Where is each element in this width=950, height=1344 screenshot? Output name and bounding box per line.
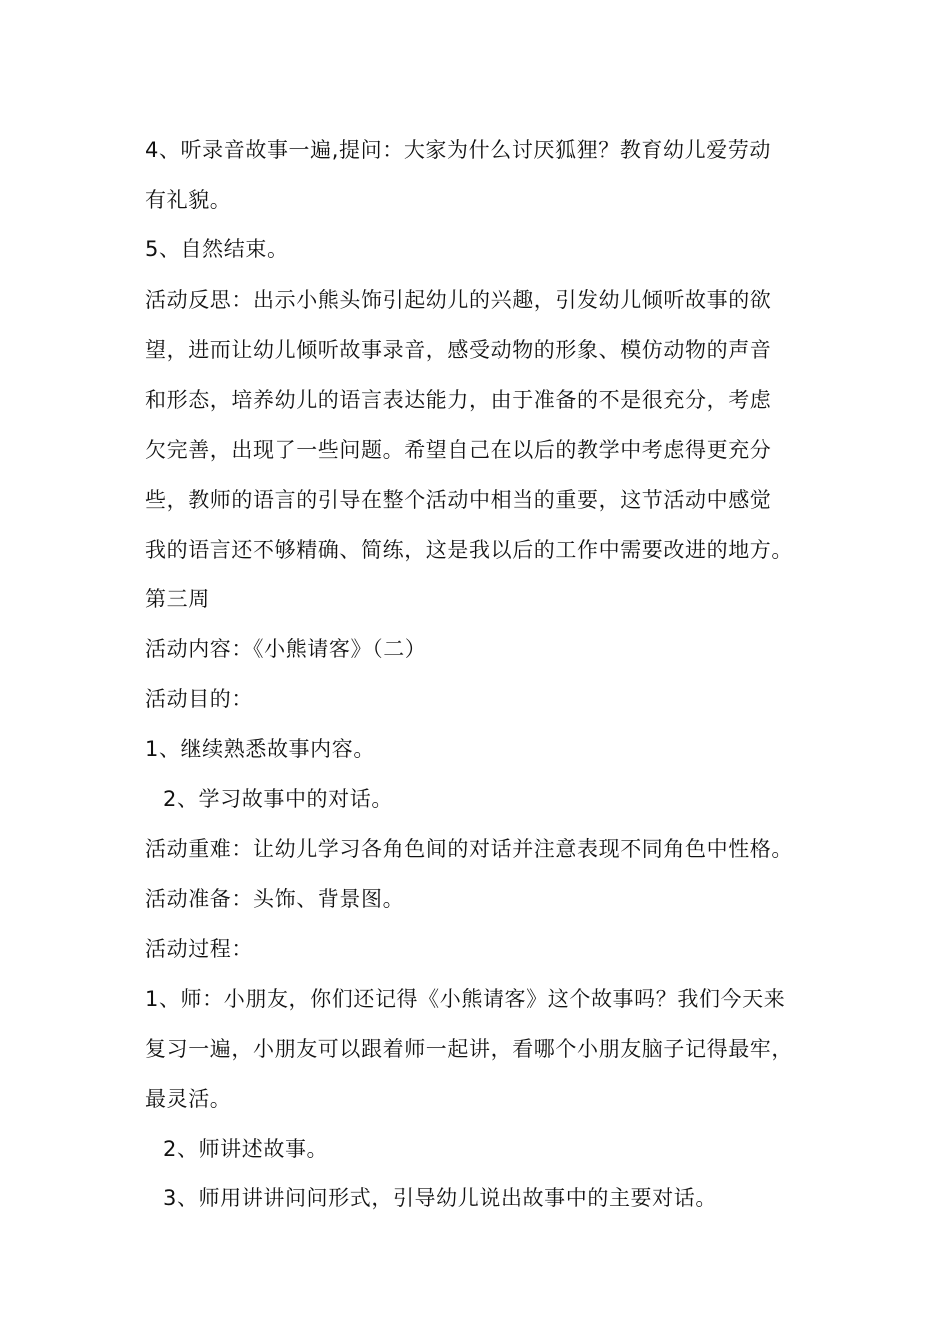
text-line: 活动反思：出示小熊头饰引起幼儿的兴趣，引发幼儿倾听故事的欲 xyxy=(145,288,772,312)
text-line: 活动重难：让幼儿学习各角色间的对话并注意表现不同角色中性格。 xyxy=(145,837,793,861)
text-line: 和形态，培养幼儿的语言表达能力，由于准备的不是很充分，考虑 xyxy=(145,388,772,412)
list-item: 1、师：小朋友，你们还记得《小熊请客》这个故事吗？我们今天来 xyxy=(145,987,786,1011)
list-item: 3、师用讲讲问问形式，引导幼儿说出故事中的主要对话。 xyxy=(163,1186,717,1210)
text-line: 活动目的： xyxy=(145,687,253,711)
text-line: 我的语言还不够精确、简练，这是我以后的工作中需要改进的地方。 xyxy=(145,538,793,562)
section-heading: 第三周 xyxy=(145,587,210,611)
text-line: 望，进而让幼儿倾听故事录音，感受动物的形象、模仿动物的声音 xyxy=(145,338,772,362)
list-item: 2、师讲述故事。 xyxy=(163,1137,329,1161)
text-line: 活动内容：《小熊请客》（二） xyxy=(145,637,427,661)
text-line: 最灵活。 xyxy=(145,1087,232,1111)
text-line: 活动准备：头饰、背景图。 xyxy=(145,887,405,911)
text-line: 活动过程： xyxy=(145,937,253,961)
text-line: 5、自然结束。 xyxy=(145,237,289,261)
list-item: 2、学习故事中的对话。 xyxy=(163,787,393,811)
list-item: 1、继续熟悉故事内容。 xyxy=(145,737,375,761)
text-line: 4、听录音故事一遍,提问：大家为什么讨厌狐狸？教育幼儿爱劳动 xyxy=(145,138,772,162)
text-line: 欠完善，出现了一些问题。希望自己在以后的教学中考虑得更充分 xyxy=(145,438,772,462)
text-line: 些，教师的语言的引导在整个活动中相当的重要，这节活动中感觉 xyxy=(145,488,772,512)
text-line: 有礼貌。 xyxy=(145,188,232,212)
text-line: 复习一遍，小朋友可以跟着师一起讲，看哪个小朋友脑子记得最牢， xyxy=(145,1037,793,1061)
